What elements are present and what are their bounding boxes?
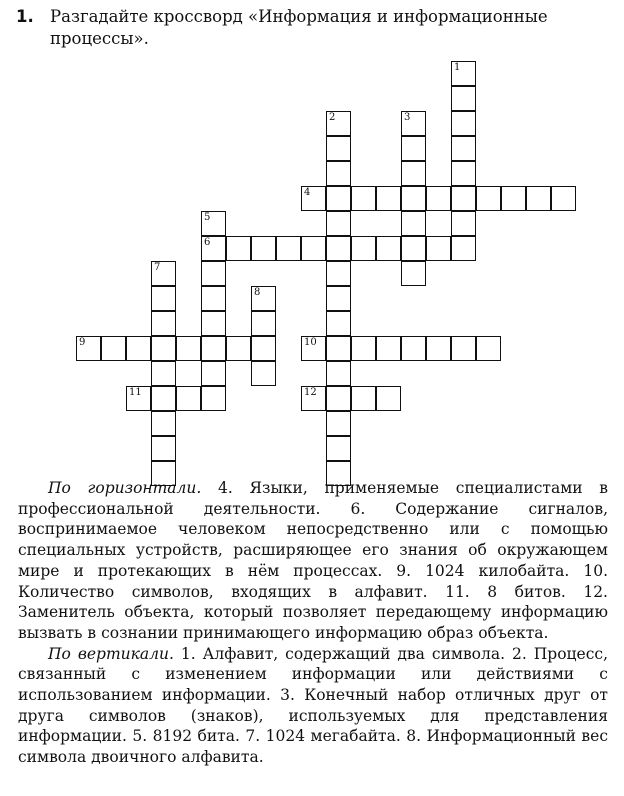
crossword-cell[interactable] bbox=[251, 236, 276, 261]
crossword-cell[interactable] bbox=[276, 236, 301, 261]
crossword-cell[interactable] bbox=[151, 436, 176, 461]
crossword-cell[interactable] bbox=[201, 286, 226, 311]
clue-number: 4 bbox=[304, 187, 311, 198]
crossword-cell[interactable] bbox=[251, 311, 276, 336]
crossword-cell[interactable] bbox=[476, 336, 501, 361]
across-header: По горизонтали. bbox=[48, 479, 202, 497]
crossword-cell[interactable] bbox=[151, 261, 176, 286]
crossword-cell[interactable] bbox=[401, 336, 426, 361]
crossword-cell[interactable] bbox=[226, 336, 251, 361]
crossword-cell[interactable] bbox=[301, 386, 326, 411]
crossword-cell[interactable] bbox=[151, 286, 176, 311]
crossword-cell[interactable] bbox=[351, 186, 376, 211]
crossword-cell[interactable] bbox=[376, 386, 401, 411]
crossword-cell[interactable] bbox=[476, 186, 501, 211]
down-clues bbox=[18, 644, 608, 768]
crossword-cell[interactable] bbox=[326, 336, 351, 361]
crossword-cell[interactable] bbox=[151, 336, 176, 361]
clue-number: 2 bbox=[329, 112, 336, 123]
crossword-cell[interactable] bbox=[326, 286, 351, 311]
crossword-cell[interactable] bbox=[326, 236, 351, 261]
clues-block bbox=[18, 478, 608, 768]
crossword-cell[interactable] bbox=[326, 436, 351, 461]
crossword-cell[interactable] bbox=[201, 236, 226, 261]
crossword-cell[interactable] bbox=[401, 261, 426, 286]
clue-number: 3 bbox=[404, 112, 411, 123]
crossword-cell[interactable] bbox=[451, 211, 476, 236]
crossword-cell[interactable] bbox=[401, 211, 426, 236]
crossword-cell[interactable] bbox=[426, 236, 451, 261]
clue-number: 6 bbox=[204, 237, 211, 248]
crossword-cell[interactable] bbox=[101, 336, 126, 361]
crossword-cell[interactable] bbox=[376, 186, 401, 211]
crossword-cell[interactable] bbox=[326, 361, 351, 386]
crossword-cell[interactable] bbox=[426, 336, 451, 361]
clue-number: 5 bbox=[204, 212, 211, 223]
crossword-cell[interactable] bbox=[451, 61, 476, 86]
task-title-line2: процессы». bbox=[50, 29, 149, 48]
crossword-cell[interactable] bbox=[376, 236, 401, 261]
task-title-line1: Разгадайте кроссворд «Информация и информационные bbox=[50, 7, 548, 26]
crossword-cell[interactable] bbox=[326, 211, 351, 236]
crossword-cell[interactable] bbox=[401, 161, 426, 186]
crossword-cell[interactable] bbox=[326, 186, 351, 211]
crossword-cell[interactable] bbox=[201, 261, 226, 286]
crossword-cell[interactable] bbox=[401, 186, 426, 211]
clue-number: 7 bbox=[154, 262, 161, 273]
crossword-cell[interactable] bbox=[326, 411, 351, 436]
crossword-cell[interactable] bbox=[326, 161, 351, 186]
crossword-cell[interactable] bbox=[126, 386, 151, 411]
clue-number: 10 bbox=[304, 337, 317, 348]
crossword-cell[interactable] bbox=[351, 386, 376, 411]
crossword-cell[interactable] bbox=[251, 361, 276, 386]
crossword-cell[interactable] bbox=[451, 186, 476, 211]
crossword-cell[interactable] bbox=[326, 136, 351, 161]
crossword-cell[interactable] bbox=[301, 336, 326, 361]
crossword-cell[interactable] bbox=[326, 311, 351, 336]
across-clues bbox=[18, 478, 608, 644]
crossword-cell[interactable] bbox=[251, 336, 276, 361]
crossword-cell[interactable] bbox=[151, 386, 176, 411]
crossword-cell[interactable] bbox=[451, 336, 476, 361]
down-header: По вертикали. bbox=[48, 644, 174, 663]
crossword-cell[interactable] bbox=[401, 111, 426, 136]
crossword-cell[interactable] bbox=[501, 186, 526, 211]
crossword-cell[interactable] bbox=[176, 386, 201, 411]
crossword-cell[interactable] bbox=[201, 336, 226, 361]
crossword-cell[interactable] bbox=[176, 336, 201, 361]
clue-number: 1 bbox=[454, 62, 461, 73]
crossword-cell[interactable] bbox=[526, 186, 551, 211]
crossword-cell[interactable] bbox=[401, 136, 426, 161]
crossword-cell[interactable] bbox=[351, 336, 376, 361]
crossword-cell[interactable] bbox=[451, 86, 476, 111]
crossword-cell[interactable] bbox=[226, 236, 251, 261]
crossword-cell[interactable] bbox=[151, 411, 176, 436]
crossword-cell[interactable] bbox=[76, 336, 101, 361]
crossword-cell[interactable] bbox=[326, 261, 351, 286]
crossword-cell[interactable] bbox=[451, 236, 476, 261]
crossword-cell[interactable] bbox=[401, 236, 426, 261]
crossword-cell[interactable] bbox=[301, 236, 326, 261]
across-clues-text: 4. Языки, применяемые специалистами в профессиональной деятельности. 6. Содержание сигналов, воспринимаемое человеком непосредственно или с помощью специальных устройств, расширяющее его знания об окружающем мире и протекающих в нём процессах. 9. 1024 килобайта. 10. Количество символов, входящих в алфавит. 11. 8 битов. 12. Заменитель объекта, который позволяет передающему информацию вызвать в сознании принимающего информацию образ объекта. bbox=[18, 479, 608, 642]
crossword-cell[interactable] bbox=[551, 186, 576, 211]
clue-number: 11 bbox=[129, 387, 142, 398]
crossword-cell[interactable] bbox=[451, 161, 476, 186]
crossword-cell[interactable] bbox=[426, 186, 451, 211]
clue-number: 9 bbox=[79, 337, 86, 348]
task-number: 1. bbox=[16, 7, 34, 26]
crossword-cell[interactable] bbox=[301, 186, 326, 211]
crossword-cell[interactable] bbox=[451, 136, 476, 161]
crossword-cell[interactable] bbox=[376, 336, 401, 361]
crossword-cell[interactable] bbox=[201, 386, 226, 411]
down-clues-text: 1. Алфавит, содержащий два символа. 2. Процесс, связанный с изменением информации или действиями с использованием информации. 3. Конечный набор отличных друг от друга символов (знаков), используемых для представления информации. 5. 8192 бита. 7. 1024 мегабайта. 8. Информационный вес символа двоичного алфавита. bbox=[18, 644, 608, 767]
crossword-cell[interactable] bbox=[351, 236, 376, 261]
crossword-cell[interactable] bbox=[251, 286, 276, 311]
crossword-cell[interactable] bbox=[201, 211, 226, 236]
crossword-cell[interactable] bbox=[451, 111, 476, 136]
crossword-cell[interactable] bbox=[201, 361, 226, 386]
crossword-cell[interactable] bbox=[151, 361, 176, 386]
crossword-cell[interactable] bbox=[201, 311, 226, 336]
crossword-cell[interactable] bbox=[326, 386, 351, 411]
crossword-cell[interactable] bbox=[126, 336, 151, 361]
crossword-cell[interactable] bbox=[151, 311, 176, 336]
crossword-cell[interactable] bbox=[326, 111, 351, 136]
clue-number: 12 bbox=[304, 387, 317, 398]
clue-number: 8 bbox=[254, 287, 261, 298]
